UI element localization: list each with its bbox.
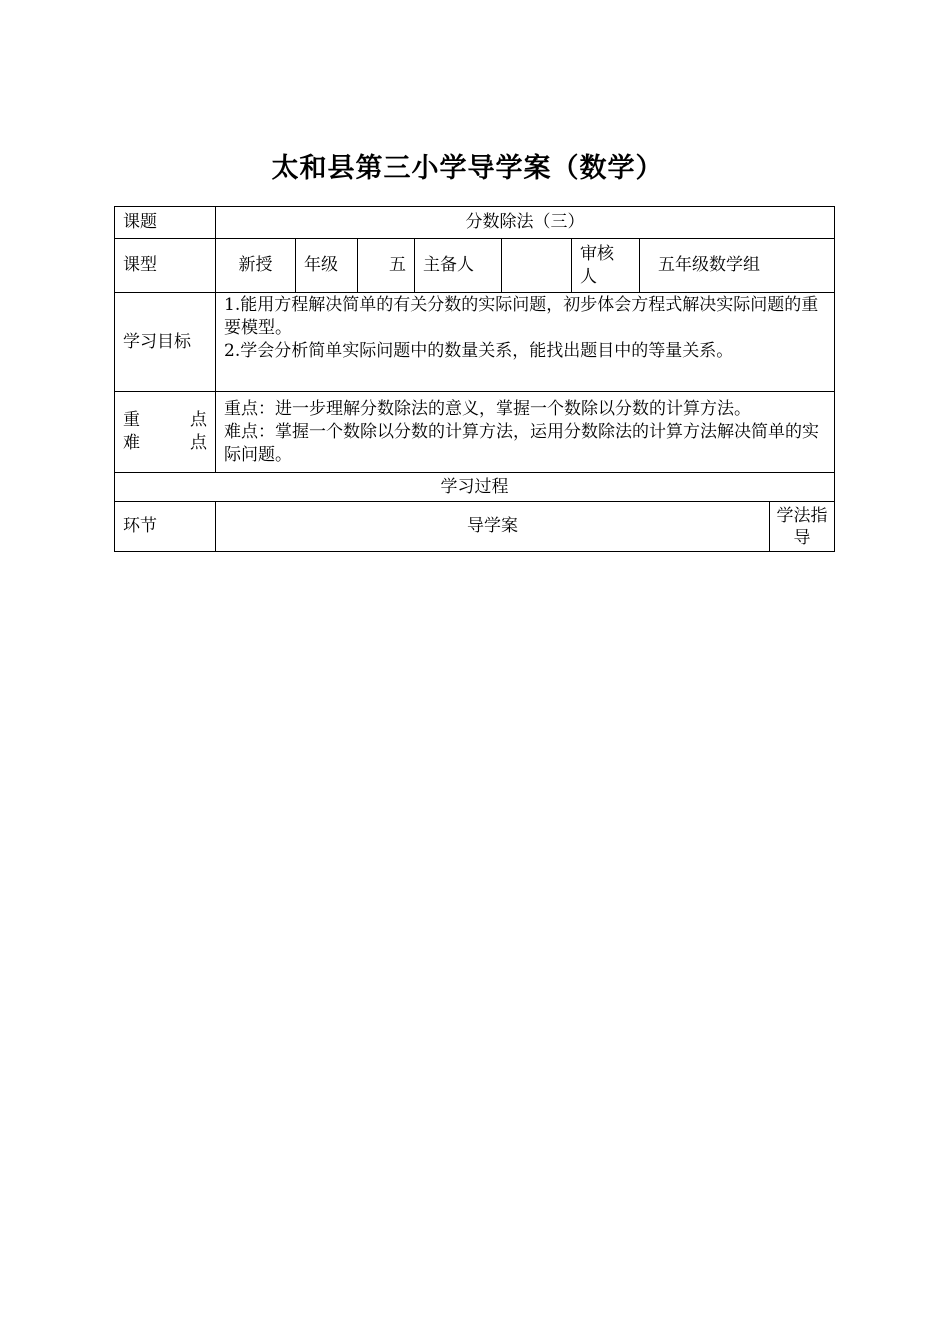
difficult-point: 难点：掌握一个数除以分数的计算方法，运用分数除法的计算方法解决简单的实际问题。 (224, 421, 819, 465)
type-row (115, 239, 835, 293)
type-value: 新授 (216, 239, 296, 293)
lesson-plan-table (114, 206, 835, 552)
topic-label: 课题 (115, 207, 216, 239)
type-label: 课型 (115, 239, 216, 293)
goals-cell (216, 293, 835, 392)
preparer-label: 主备人 (415, 239, 502, 293)
grade-label: 年级 (296, 239, 358, 293)
goal-item: 2.学会分析简单实际问题中的数量关系，能找出题目中的等量关系。 (224, 341, 734, 361)
reviewer-value: 五年级数学组 (640, 239, 835, 293)
topic-row (115, 207, 835, 239)
goal-item: 1.能用方程解决简单的有关分数的实际问题，初步体会方程式解决实际问题的重要模型。 (224, 295, 819, 338)
guide-label: 导学案 (216, 502, 770, 552)
method-label: 学法指导 (770, 502, 835, 552)
key-difficult-content (216, 392, 835, 473)
reviewer-label: 审核人 (572, 239, 640, 293)
key-point: 重点：进一步理解分数除法的意义，掌握一个数除以分数的计算方法。 (224, 398, 751, 419)
process-label: 学习过程 (115, 473, 835, 502)
key-difficult-label (115, 392, 216, 473)
topic-value: 分数除法（三） (216, 207, 835, 239)
document-title: 太和县第三小学导学案（数学） (271, 153, 664, 184)
difficult-label: 难 点 (123, 433, 207, 453)
stage-label: 环节 (115, 502, 216, 552)
goals-row (115, 293, 835, 392)
process-row (115, 473, 835, 502)
key-difficult-row (115, 392, 835, 473)
key-label: 重 点 (123, 410, 207, 430)
stage-header-row (115, 502, 835, 552)
preparer-value (502, 239, 572, 293)
goals-label: 学习目标 (115, 293, 216, 392)
grade-value: 五 (358, 239, 415, 293)
